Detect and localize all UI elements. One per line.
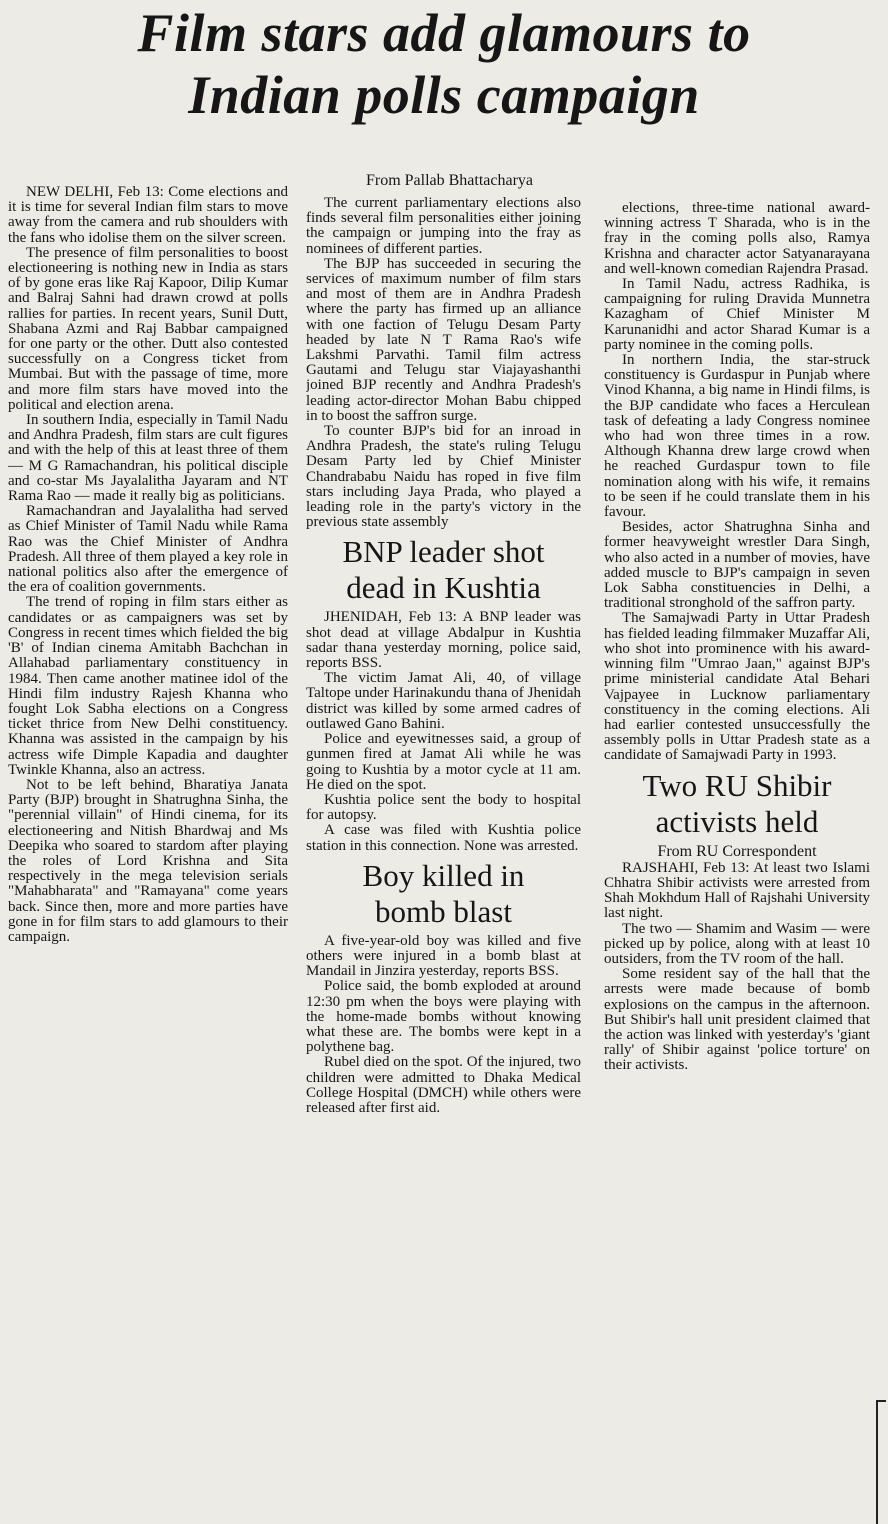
main-paragraph: NEW DELHI, Feb 13: Come elections and it is time for several Indian film stars to move away from the camera and rub shoulders with the fans who idolise them on the silver screen. <box>8 185 288 246</box>
main-paragraph: To counter BJP's bid for an inroad in Andhra Pradesh, the state's ruling Telugu Desam Party led by Chief Minister Chandrababu Naidu has roped in five film stars including Jaya Prada, who played a leading role in the party's victory in the previous state assembly <box>306 423 581 531</box>
bnp-paragraph: JHENIDAH, Feb 13: A BNP leader was shot dead at village Abdalpur in Kushtia sadar thana yesterday morning, police said, reports BSS. <box>306 609 581 672</box>
headline-line-2: Indian polls campaign <box>188 65 700 125</box>
headline-line-1: Film stars add glamours to <box>137 3 751 63</box>
column-3 <box>604 201 870 1516</box>
main-paragraph: The Samajwadi Party in Uttar Pradesh has fielded leading filmmaker Muzaffar Ali, who shot into prominence with his award-winning film "Umrao Jaan," against BJP's prime ministerial candidate Atal Behari Vajpayee in Lucknow parliamentary constituency in the coming elections. Ali had earlier contested unsuccessfully the assembly polls in Uttar Pradesh state as a candidate of Samajwadi Party in 1993. <box>604 610 870 764</box>
boy-story-title <box>306 858 581 930</box>
main-paragraph: Besides, actor Shatrughna Sinha and former heavyweight wrestler Dara Singh, who also acted in a number of movies, have added muscle to BJP's campaign in seven Lok Sabha constituencies in Delhi, a traditional stronghold of the saffron party. <box>604 519 870 612</box>
boy-paragraph: Rubel died on the spot. Of the injured, two children were admitted to Dhaka Medical College Hospital (DMCH) while others were released after first aid. <box>306 1054 581 1116</box>
boy-title-line-1: Boy killed in <box>362 857 525 893</box>
main-paragraph: Not to be left behind, Bharatiya Janata Party (BJP) brought in Shatrughna Sinha, the "perennial villain" of Hindi cinema, for its electioneering and Nitish Bhardwaj and Ms Deepika who soared to stardom after playing the roles of Lord Krishna and Sita respectively in the mega television serials "Mahabharata" and "Ramayana" come years back. Since then, more and more parties have gone in for film stars to add glamours to their campaign. <box>8 776 288 945</box>
ru-title-line-2: activists held <box>655 803 819 839</box>
ru-paragraph: RAJSHAHI, Feb 13: At least two Islami Chhatra Shibir activists were arrested from Shah Mokhdum Hall of Rajshahi University last night. <box>604 859 870 922</box>
boy-title-line-2: bomb blast <box>375 893 512 929</box>
bnp-paragraph: A case was filed with Kushtia police station in this connection. None was arrested. <box>306 822 581 854</box>
ru-paragraph: Some resident say of the hall that the arrests were made because of bomb explosions on the campus in the afternoon. But Shibir's hall unit president claimed that the action was linked with yesterday's 'giant rally' of Shibir against 'police torture' on their activists. <box>604 966 870 1074</box>
bnp-paragraph: The victim Jamat Ali, 40, of village Taltope under Harinakundu thana of Jhenidah district was killed by some armed cadres of outlawed Gano Bahini. <box>306 670 581 732</box>
main-paragraph: In southern India, especially in Tamil Nadu and Andhra Pradesh, film stars are cult figures and with the help of this at least three of them — M G Ramachandran, his political disciple and co-star Ms Jayalalitha Jayaram and NT Rama Rao — made it really big as politicians. <box>8 412 288 505</box>
ru-paragraph: The two — Shamim and Wasim — were picked up by police, along with at least 10 outsiders, from the TV room of the hall. <box>604 920 870 967</box>
column-1 <box>8 185 288 1515</box>
main-paragraph: elections, three-time national award-winning actress T Sharada, who is in the fray in the coming polls also, Ramya Krishna and character actor Satyanarayana and well-known comedian Rajendra Prasad. <box>604 201 870 277</box>
main-paragraph: The current parliamentary elections also finds several film personalities either joining the campaign or jumping into the fray as nominees of different parties. <box>306 196 581 257</box>
main-paragraph: The BJP has succeeded in securing the services of maximum number of film stars and most of them are in Andhra Pradesh where the party has firmed up an alliance with one faction of Telugu Desam Party headed by late N T Rama Rao's wife Lakshmi Parvathi. Tamil film actress Gautami and Telugu star Viajayashanthi joined BJP recently and Andhra Pradesh's leading actor-director Mohan Babu chipped in to boost the saffron surge. <box>306 255 581 424</box>
ru-byline: From RU Correspondent <box>657 842 817 860</box>
bnp-story-title <box>306 534 581 606</box>
bnp-title-line-1: BNP leader shot <box>342 534 545 570</box>
boy-paragraph: Police said, the bomb exploded at around 12:30 pm when the boys were playing with the home-made bombs without knowing what these are. The bombs were kept in a polythene bag. <box>306 978 581 1056</box>
main-paragraph: In northern India, the star-struck constituency is Gurdaspur in Punjab where Vinod Khanna, a big name in Hindi films, is the BJP candidate who faces a Herculean task of defeating a lady Congress nominee who had won three times in a row. Although Khanna drew large crowd when he reached Gurdaspur town to file nomination along with his wife, it remains to be seen if he could translate them in his favour. <box>604 352 870 521</box>
headline <box>0 2 888 126</box>
main-paragraph: The presence of film personalities to boost electioneering is nothing new in India as stars of by gone eras like Raj Kapoor, Dilip Kumar and Balraj Sahni had drawn crowd at polls rallies for parties. In recent years, Sunil Dutt, Shabana Azmi and Raj Babbar campaigned for one party or the other. Dutt also contested successfully on a Congress ticket from Mumbai. But with the passage of time, more and more film stars have moved into the political and election arena. <box>8 244 288 413</box>
main-paragraph: In Tamil Nadu, actress Radhika, is campaigning for ruling Dravida Munnetra Kazagham of Chief Minister M Karunanidhi and actor Sharad Kumar is a party nominee in the coming polls. <box>604 276 870 353</box>
main-paragraph: Ramachandran and Jayalalitha had served as Chief Minister of Tamil Nadu while Rama Rao was the Chief Minister of Andhra Pradesh. All three of them played a key role in national politics also after the emergence of the era of coalition governments. <box>8 503 288 596</box>
bnp-paragraph: Police and eyewitnesses said, a group of gunmen fired at Jamat Ali while he was going to Kushtia by a motor cycle at 11 am. He died on the spot. <box>306 731 581 793</box>
ru-story-title <box>604 768 870 840</box>
main-paragraph: The trend of roping in film stars either as candidates or as campaigners was set by Congress in recent times which fielded the big 'B' of Indian cinema Amitabh Bachchan in Allahabad parliamentary constituency in 1984. Then came another matinee idol of the Hindi film industry Rajesh Khanna who fought Lok Sabha elections on a Congress ticket thrice from New Delhi constituency. Khanna was assisted in the campaign by his actress wife Dimple Kapadia and daughter Twinkle Khanna, also an actress. <box>8 594 288 778</box>
byline: From Pallab Bhattacharya <box>365 172 534 189</box>
column-2 <box>306 196 581 1516</box>
bnp-paragraph: Kushtia police sent the body to hospital for autopsy. <box>306 791 581 824</box>
boy-paragraph: A five-year-old boy was killed and five others were injured in a bomb blast at Mandail in Jinzira yesterday, reports BSS. <box>306 932 581 980</box>
ru-title-line-1: Two RU Shibir <box>642 767 832 803</box>
bnp-title-line-2: dead in Kushtia <box>346 570 541 606</box>
page-frame-edge <box>876 1400 886 1524</box>
